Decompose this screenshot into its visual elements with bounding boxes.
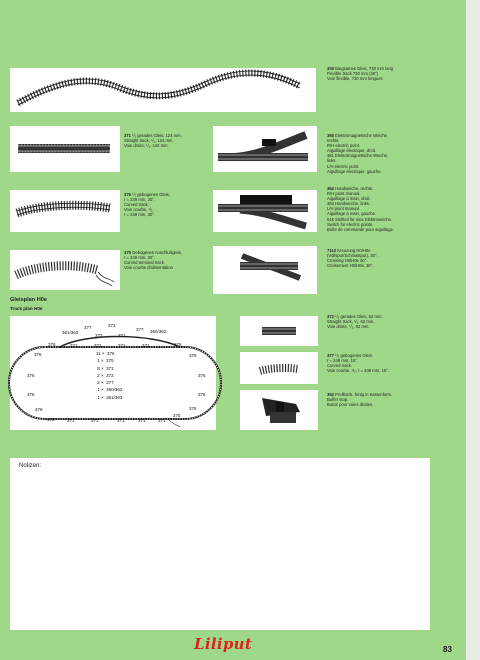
plan-label: 371 [118, 333, 126, 338]
plan-label: 376 [198, 392, 206, 397]
plan-label: 371 [142, 343, 150, 348]
caption-362: 362 Handweiche, rechts. R/H point manual. Aiguillage à main, droit. 363 Handweiche, links. L/H point manual. Aiguillage à main, gauche. 516 Stellteil für eine Elektroweiche. Switch for electric points. Boîte de commande pour aiguillage. [327, 186, 395, 232]
plan-label: 361/363 [62, 330, 79, 335]
notes-panel [10, 458, 430, 630]
plan-label: 376 [47, 417, 55, 422]
plan-label: 376 [189, 406, 197, 411]
caption-352: 352 Prellbock, fertig in Kastenform. Buffer stop. Butoir pour voies droites. [327, 392, 393, 408]
plan-label: 376 [189, 353, 197, 358]
plan-label: 376 [174, 342, 182, 347]
plan-label: 376 [27, 373, 35, 378]
plan-label: 371 [94, 343, 102, 348]
page-number: 83 [443, 645, 452, 654]
plan-label: 377 [136, 327, 144, 332]
plan-label: 371 [117, 418, 125, 423]
track-plan-title: Gleisplan H0e [10, 297, 47, 303]
plan-label: 377 [84, 325, 92, 330]
plan-label: 376 [27, 392, 35, 397]
plan-label: 371 [70, 343, 78, 348]
plan-label: 376 [35, 407, 43, 412]
caption-375: 375 Gebogenes Anschlußgleis, r = 249 mm, 30°. Curved terminal track. Voie courbe d'alimentation [124, 250, 182, 271]
plan-label: 371 [158, 418, 166, 423]
caption-372: 372 ¹/₂ gerades Gleis, 62 mm. Straight track, ¹/₂, 62 mm. Voie droite, ¹/₂, 62 mm. [327, 314, 383, 330]
parts-list: 11 × 376 1 × 375 8 × 371 2 × 372 2 × 377 1 × 360/362 1 × 361/363 [96, 351, 123, 400]
caption-371: 371 ¹/₁ gerades Gleis, 124 mm. Straight track, ¹/₁, 124 mm. Voie droite, ¹/₁, 124 mm. [124, 133, 182, 149]
plan-label: 371 [91, 418, 99, 423]
plan-label: 376 [48, 342, 56, 347]
plan-label: 371 [67, 418, 75, 423]
caption-360: 360 Elektromagnetische Weiche, rechts. R/H electric point. Aiguillage électrique, droit. 361 Elektromagnetische Weiche, links. L/H electric point. Aiguillage électrique, gauche. [327, 133, 389, 174]
plan-label: 376 [198, 373, 206, 378]
plan-label: 360/362 [150, 329, 167, 334]
notes-label: Notizen: [19, 463, 42, 469]
brand-logo: Liliput [194, 635, 253, 653]
track-plan-subtitle: Track plan H0e [10, 306, 43, 311]
plan-label: 375 [173, 413, 181, 418]
caption-376: 376 ¹/₁ gebogenes Gleis, r = 249 mm, 30°. Curved track. Voie courbe, ¹/₁, r = 249 mm, 30°. [124, 192, 170, 218]
plan-label: 377 [95, 333, 103, 338]
caption-330: 330 Biegsames Gleis, 730 mm lang Flexible track 730 mm (30") Voie flexible, 730 mm longues [327, 66, 394, 82]
plan-label: 371 [118, 343, 126, 348]
caption-7112: 7112 Kreuzung H0/H0e (Vollspur/Schmalspur), 30°. Crossing H0/H0e 30°. Croisement H0/H0e, 30°. [327, 248, 378, 269]
plan-label: 376 [34, 352, 42, 357]
caption-377: 377 ¹/₂ gebogenes Gleis. r = 249 mm, 15°. Curved track. Voie courbe, ¹/₂, r = 249 mm, 15°. [327, 353, 390, 374]
plan-label: 372 [108, 323, 116, 328]
plan-label: 371 [138, 418, 146, 423]
